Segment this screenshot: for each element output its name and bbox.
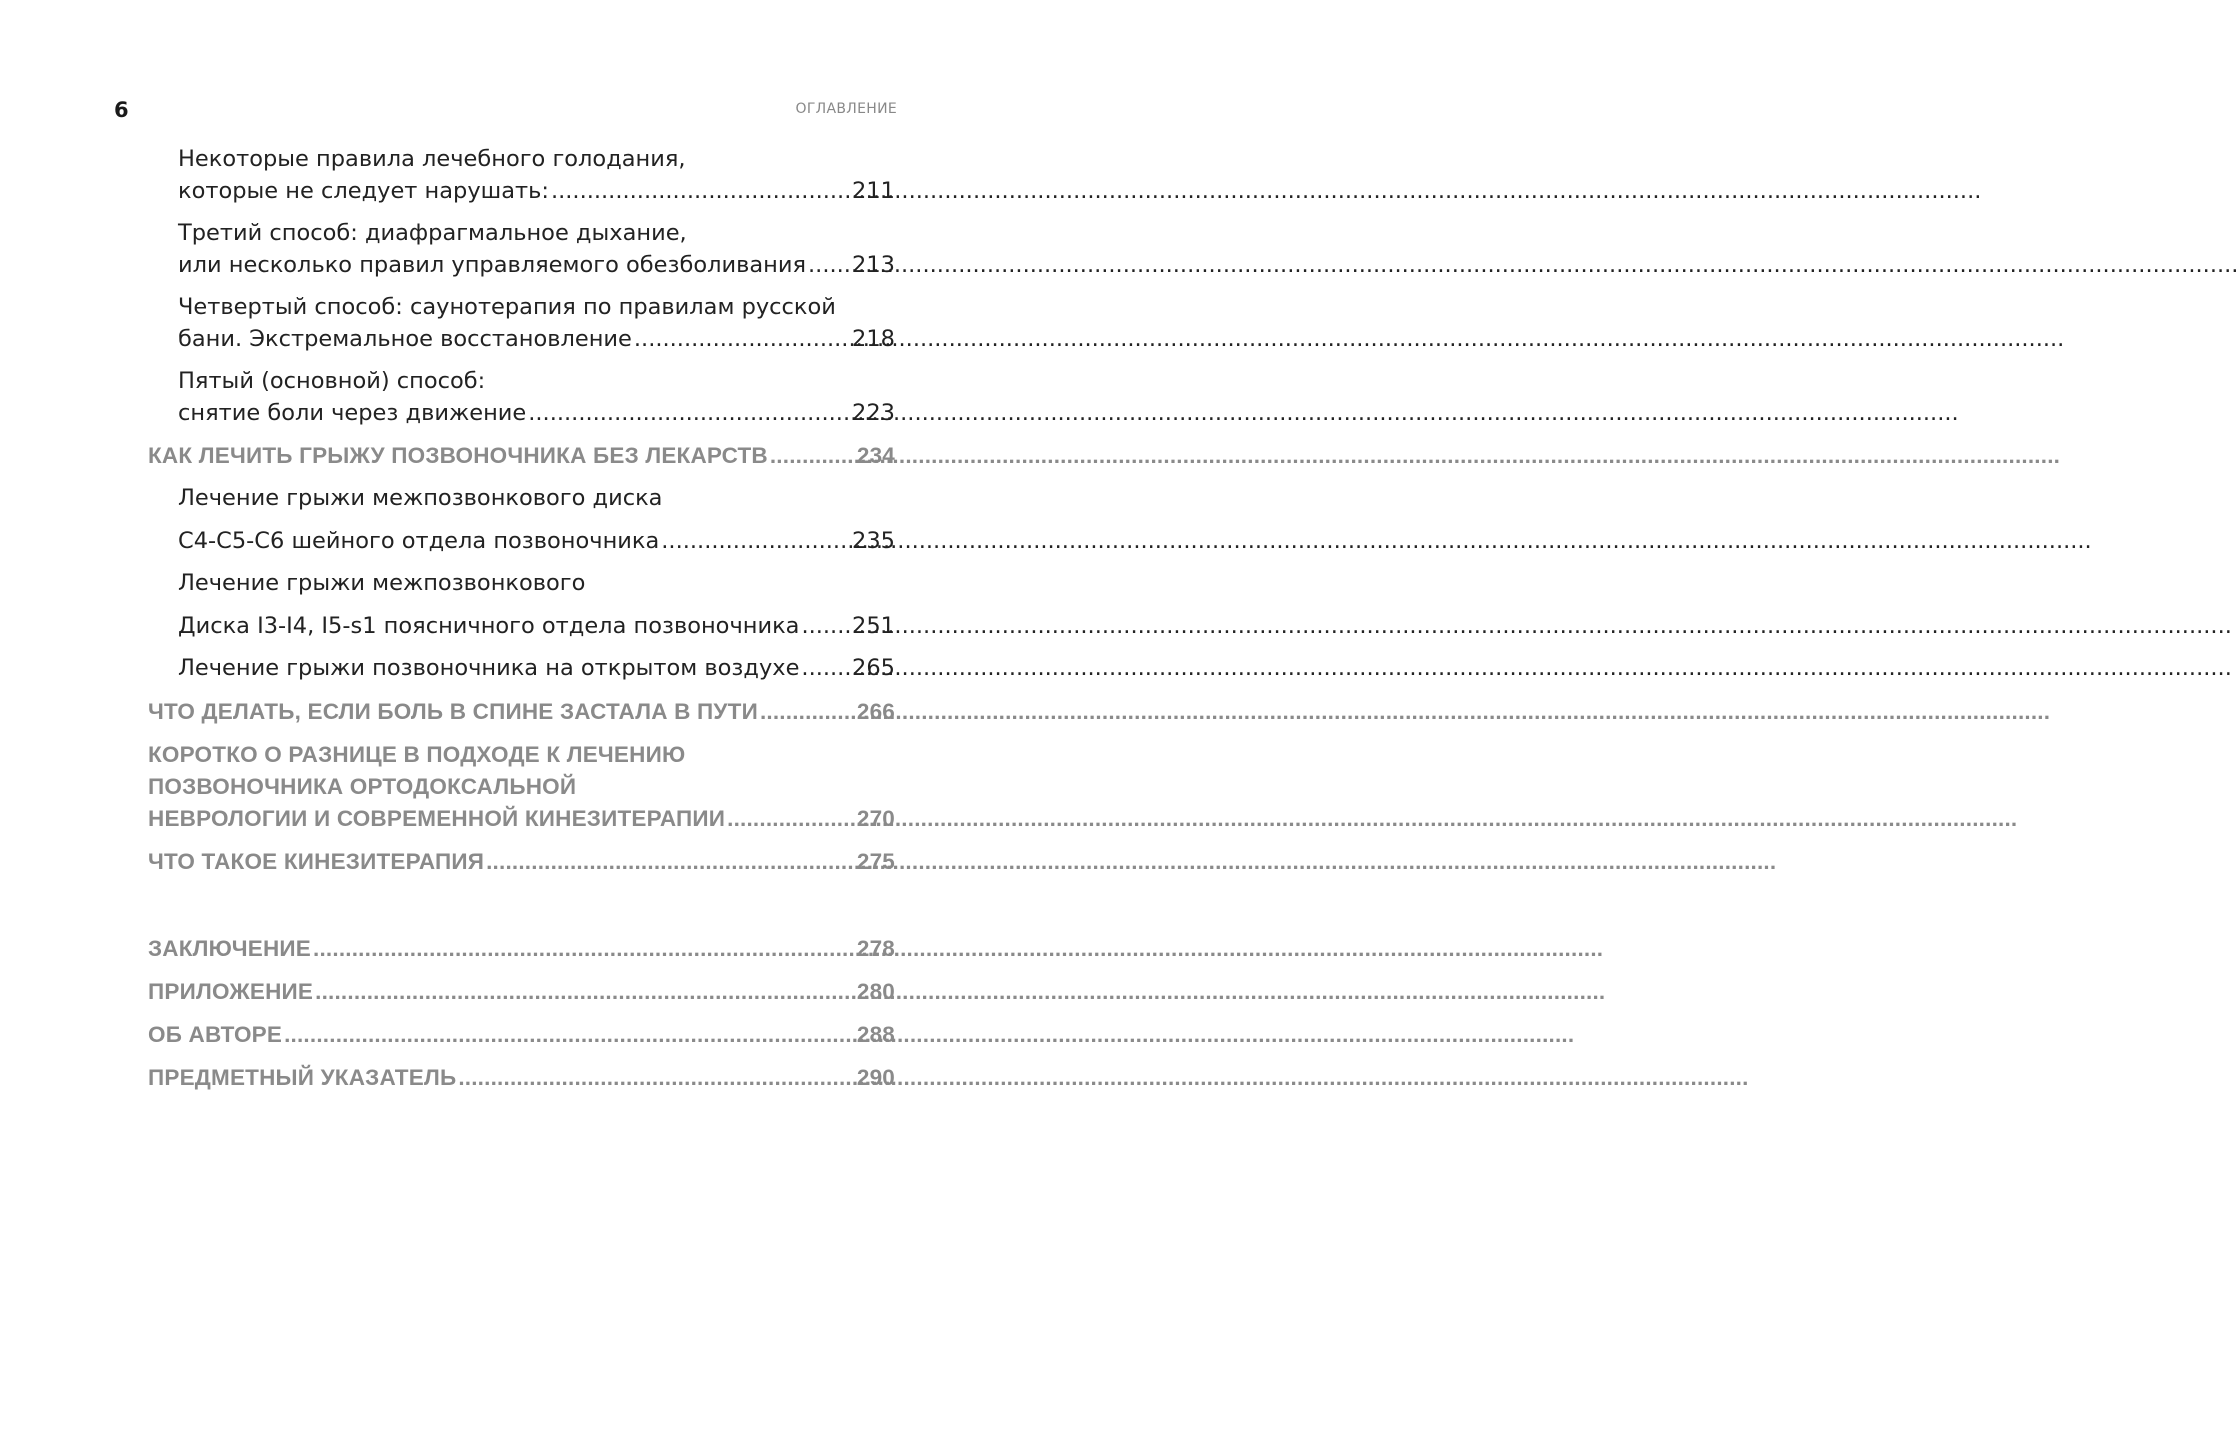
toc-page-number: 280: [856, 978, 895, 1004]
dot-leader: [801, 653, 850, 685]
toc-entry-text: Лечение грыжи позвоночника на открытом воздухе: [178, 655, 800, 681]
toc-entry-cervical-hernia[interactable]: [178, 483, 895, 557]
toc-chapter-title: ЧТО ТАКОЕ КИНЕЗИТЕРАПИЯ: [148, 848, 485, 874]
toc-entry-text: Лечение грыжи межпозвонкового: [178, 570, 586, 596]
toc-chapter-hernia-treatment[interactable]: [148, 440, 895, 472]
toc-entry-text: Диска I3-I4, I5-s1 поясничного отдела позвоночника: [178, 612, 800, 639]
toc-page-number: 211: [852, 177, 895, 204]
toc-entry-text: Лечение грыжи межпозвонкового диска: [178, 485, 663, 511]
toc-entry-text: бани. Экстремальное восстановление: [178, 325, 632, 352]
toc-entry-diaphragmatic-breathing[interactable]: [178, 218, 895, 281]
toc-entry-outdoor-treatment[interactable]: [178, 653, 895, 685]
toc-page-number: 218: [852, 325, 895, 352]
toc-entry-text: Пятый (основной) способ:: [178, 368, 486, 394]
toc-page-number: 266: [856, 698, 895, 724]
running-head: ОГЛАВЛЕНИЕ: [795, 101, 897, 117]
dot-leader: [760, 696, 855, 728]
toc-chapter-appendix[interactable]: [148, 976, 895, 1008]
toc-entry-sauna-therapy[interactable]: [178, 292, 895, 355]
toc-entry-text: С4-С5-С6 шейного отдела позвоночника: [178, 527, 660, 554]
toc-chapter-about-author[interactable]: [148, 1019, 895, 1051]
toc-chapter-conclusion[interactable]: [148, 933, 895, 965]
dot-leader: [661, 526, 850, 558]
dot-leader: [634, 324, 850, 356]
toc-page-number: 234: [856, 443, 895, 468]
dot-leader: [808, 250, 850, 282]
dot-leader: [486, 846, 855, 878]
toc-chapter-title: ПРЕДМЕТНЫЙ УКАЗАТЕЛЬ: [148, 1064, 457, 1090]
toc-page-number: 223: [852, 399, 895, 426]
dot-leader: [528, 398, 850, 430]
toc-page-number: 213: [852, 251, 895, 278]
toc-chapter-title: ПРИЛОЖЕНИЕ: [148, 978, 314, 1004]
toc-entry-pain-relief-movement[interactable]: [178, 366, 895, 429]
dot-leader: [770, 440, 855, 472]
toc-entry-text: Третий способ: диафрагмальное дыхание,: [178, 220, 687, 246]
dot-leader: [315, 976, 855, 1008]
toc-page-number: 278: [856, 935, 895, 961]
toc-chapter-title: КОРОТКО О РАЗНИЦЕ В ПОДХОДЕ К ЛЕЧЕНИЮ: [148, 741, 686, 767]
toc-page-number: 270: [856, 805, 895, 831]
dot-leader: [727, 803, 855, 835]
toc-page-number: 265: [852, 655, 895, 681]
toc-chapter-title: КАК ЛЕЧИТЬ ГРЫЖУ ПОЗВОНОЧНИКА БЕЗ ЛЕКАРСТВ: [148, 443, 768, 468]
toc-page-number: 288: [856, 1021, 895, 1047]
toc-chapter-title: ОБ АВТОРЕ: [148, 1021, 283, 1047]
toc-entry-text: снятие боли через движение: [178, 399, 527, 426]
toc-page-number: 275: [856, 848, 895, 874]
toc-entry-text: Четвертый способ: саунотерапия по правилам русской: [178, 294, 836, 320]
toc-entry-text: которые не следует нарушать:: [178, 177, 549, 204]
toc-chapter-title: ПОЗВОНОЧНИКА ОРТОДОКСАЛЬНОЙ: [148, 773, 577, 799]
table-of-contents: [148, 144, 895, 1094]
dot-leader: [458, 1062, 855, 1094]
toc-entry-text: Некоторые правила лечебного голодания,: [178, 146, 686, 172]
dot-leader: [313, 933, 855, 965]
toc-chapter-back-pain-travel[interactable]: [148, 696, 895, 728]
toc-chapter-approach-difference[interactable]: [148, 739, 895, 835]
toc-entry-lumbar-hernia[interactable]: [178, 568, 895, 642]
dot-leader: [284, 1019, 855, 1051]
toc-page-number: 251: [852, 612, 895, 639]
toc-chapter-title: ЧТО ДЕЛАТЬ, ЕСЛИ БОЛЬ В СПИНЕ ЗАСТАЛА В ПУТИ: [148, 698, 758, 724]
toc-page-number: 290: [856, 1064, 895, 1090]
toc-entry-fasting-rules[interactable]: [178, 144, 895, 207]
toc-chapter-title: НЕВРОЛОГИИ И СОВРЕМЕННОЙ КИНЕЗИТЕРАПИИ: [148, 805, 726, 831]
toc-entry-text: или несколько правил управляемого обезболивания: [178, 251, 807, 278]
dot-leader: [801, 611, 850, 643]
toc-chapter-kinesitherapy[interactable]: [148, 846, 895, 878]
page-number: 6: [114, 98, 129, 122]
toc-chapter-subject-index[interactable]: [148, 1062, 895, 1094]
dot-leader: [551, 176, 850, 208]
toc-page-number: 235: [852, 527, 895, 554]
toc-chapter-title: ЗАКЛЮЧЕНИЕ: [148, 935, 312, 961]
